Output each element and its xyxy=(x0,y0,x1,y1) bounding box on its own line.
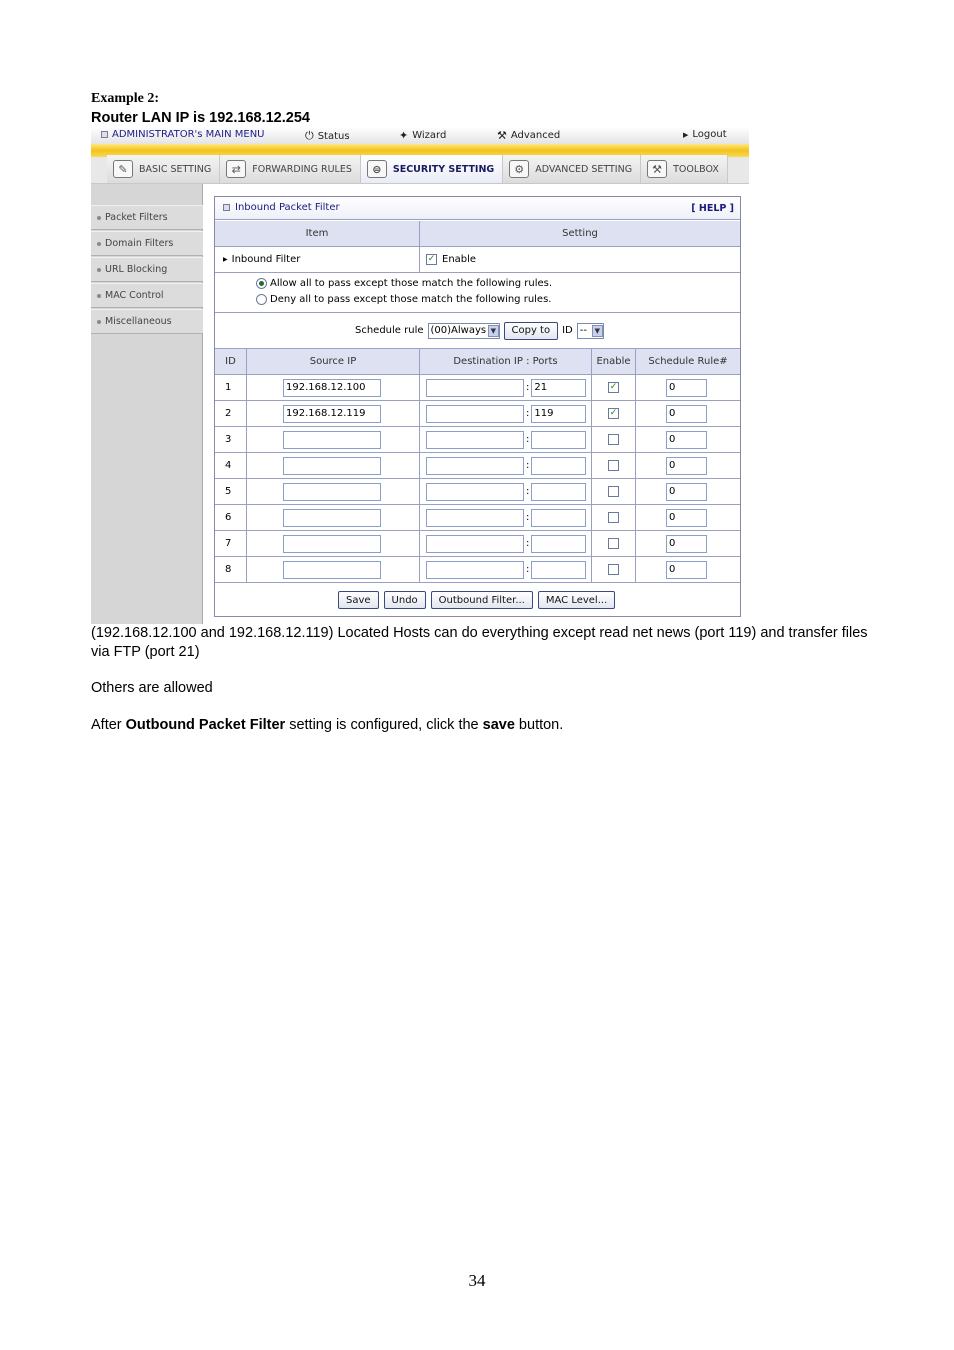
rule-id: 3 xyxy=(225,434,232,445)
main-tabs xyxy=(107,155,728,183)
main-menu-label: ADMINISTRATOR's MAIN MENU xyxy=(112,129,265,140)
chevron-down-icon: ▼ xyxy=(592,325,603,337)
source-ip-input[interactable]: 192.168.12.119 xyxy=(283,405,381,423)
tab-label: BASIC SETTING xyxy=(139,163,212,175)
tab-label: SECURITY SETTING xyxy=(392,163,495,175)
copy-to-button[interactable]: Copy to xyxy=(504,322,559,340)
lock-icon: ⊜ xyxy=(367,160,387,178)
bullet-icon xyxy=(97,242,101,246)
instruction-text-3: button. xyxy=(514,717,564,733)
status-link[interactable] xyxy=(305,129,350,143)
menu-square-icon xyxy=(101,131,108,138)
destination-ip-input[interactable] xyxy=(426,535,524,553)
table-row xyxy=(215,427,740,453)
schedule-rule-input[interactable]: 0 xyxy=(666,431,707,449)
table-row xyxy=(215,557,740,583)
source-ip-input[interactable] xyxy=(283,535,381,553)
port-input[interactable] xyxy=(531,483,586,501)
sidebar xyxy=(91,184,203,624)
schedule-rule-input[interactable]: 0 xyxy=(666,561,707,579)
tab-label: ADVANCED SETTING xyxy=(535,163,633,175)
port-input[interactable] xyxy=(531,561,586,579)
item-setting-header xyxy=(215,221,740,247)
destination-ip-input[interactable] xyxy=(426,561,524,579)
bullet-icon xyxy=(97,294,101,298)
tab-advanced-setting[interactable] xyxy=(503,155,641,183)
port-input[interactable] xyxy=(531,535,586,553)
sidebar-item-miscellaneous[interactable] xyxy=(91,309,203,334)
schedule-select[interactable] xyxy=(428,323,500,339)
source-ip-input[interactable] xyxy=(283,561,381,579)
status-icon: ⏻ xyxy=(305,129,314,142)
instruction-text-2: setting is configured, click the xyxy=(285,717,483,733)
tab-toolbox[interactable] xyxy=(641,155,728,183)
schedule-row xyxy=(215,313,740,349)
wizard-label: Wizard xyxy=(412,130,447,141)
tab-basic-setting[interactable] xyxy=(107,155,220,183)
port-colon: : xyxy=(526,564,530,575)
table-row xyxy=(215,453,740,479)
port-colon: : xyxy=(526,512,530,523)
tab-label: FORWARDING RULES xyxy=(252,163,352,175)
col-item: Item xyxy=(305,228,329,239)
action-buttons xyxy=(338,583,615,617)
rule-id: 4 xyxy=(225,460,232,471)
deny-radio[interactable] xyxy=(256,294,267,305)
square-icon xyxy=(223,204,230,211)
schedule-rule-input[interactable]: 0 xyxy=(666,509,707,527)
instruction-text-1: After xyxy=(91,717,126,733)
table-row xyxy=(215,505,740,531)
help-link[interactable]: [ HELP ] xyxy=(691,203,734,214)
forward-icon: ⇄ xyxy=(226,160,246,178)
inbound-enable-checkbox[interactable]: ✓ xyxy=(427,254,436,264)
policy-row xyxy=(215,273,740,313)
schedule-label: Schedule rule xyxy=(355,325,424,336)
rules-table-header xyxy=(215,349,740,375)
source-ip-input[interactable] xyxy=(283,509,381,527)
col-destination: Destination IP : Ports xyxy=(453,356,558,367)
advanced-link[interactable] xyxy=(497,129,560,142)
tab-forwarding-rules[interactable] xyxy=(220,155,361,183)
sidebar-item-label: URL Blocking xyxy=(105,264,168,275)
rule-enable-checkbox[interactable] xyxy=(608,434,619,445)
sidebar-item-url-blocking[interactable] xyxy=(91,257,203,282)
enable-checkbox-group xyxy=(426,247,476,272)
rule-id: 2 xyxy=(225,408,232,419)
schedule-rule-input[interactable]: 0 xyxy=(666,535,707,553)
page-number: 34 xyxy=(468,1271,486,1290)
rule-id: 1 xyxy=(225,382,232,393)
panel-title xyxy=(223,202,340,213)
sidebar-item-packet-filters[interactable] xyxy=(91,205,203,230)
port-input[interactable] xyxy=(531,509,586,527)
schedule-rule-input[interactable]: 0 xyxy=(666,457,707,475)
port-colon: : xyxy=(526,408,530,419)
bullet-icon xyxy=(97,268,101,272)
rule-enable-checkbox[interactable] xyxy=(608,564,619,575)
router-ui-screenshot xyxy=(91,127,749,624)
destination-ip-input[interactable] xyxy=(426,431,524,449)
main-menu-link[interactable] xyxy=(101,129,265,140)
col-setting: Setting xyxy=(562,228,598,239)
instruction-bold-2: save xyxy=(482,717,515,733)
table-row xyxy=(215,479,740,505)
destination-ip-input[interactable] xyxy=(426,509,524,527)
panel-header xyxy=(215,197,740,220)
col-enable: Enable xyxy=(596,356,631,367)
advanced-icon: ⚒ xyxy=(497,129,507,142)
save-button[interactable]: Save xyxy=(338,591,379,609)
panel-title-text: Inbound Packet Filter xyxy=(235,202,340,213)
sidebar-item-domain-filters[interactable] xyxy=(91,231,203,256)
tab-label: TOOLBOX xyxy=(673,163,719,175)
id-value: -- xyxy=(579,325,587,336)
outbound-filter-button[interactable]: Outbound Filter... xyxy=(431,591,533,609)
undo-button[interactable]: Undo xyxy=(384,591,426,609)
deny-text: Deny all to pass except those match the following rules. xyxy=(270,294,552,305)
notepad-icon: ✎ xyxy=(113,160,133,178)
id-select[interactable] xyxy=(577,323,604,339)
top-menu-bar xyxy=(91,127,749,144)
inbound-filter-panel xyxy=(214,196,741,617)
destination-ip-input[interactable] xyxy=(426,379,524,397)
inbound-filter-label xyxy=(223,247,300,272)
rule-id: 5 xyxy=(225,486,232,497)
rule-enable-checkbox[interactable]: ✓ xyxy=(609,382,618,392)
rule-id: 8 xyxy=(225,564,232,575)
id-label: ID xyxy=(562,325,573,336)
port-colon: : xyxy=(526,486,530,497)
chevron-down-icon: ▼ xyxy=(488,325,498,337)
arrow-right-icon: ▶ xyxy=(223,256,228,263)
inbound-filter-text: Inbound Filter xyxy=(231,254,301,265)
sidebar-item-label: Domain Filters xyxy=(105,238,174,249)
destination-ip-input[interactable] xyxy=(426,405,524,423)
table-row xyxy=(215,401,740,427)
rule-enable-checkbox[interactable] xyxy=(608,460,619,471)
status-label: Status xyxy=(317,130,350,142)
toolbox-icon: ⚒ xyxy=(647,160,667,178)
sidebar-item-mac-control[interactable] xyxy=(91,283,203,308)
allow-option[interactable] xyxy=(256,278,552,289)
port-input[interactable]: 21 xyxy=(531,379,586,397)
allow-text: Allow all to pass except those match the following rules. xyxy=(270,278,553,289)
schedule-value: (00)Always xyxy=(430,325,487,336)
col-schedule: Schedule Rule# xyxy=(648,356,728,367)
bullet-icon xyxy=(97,216,101,220)
paragraph-others: Others are allowed xyxy=(91,680,213,696)
rule-id: 6 xyxy=(225,512,232,523)
source-ip-input[interactable] xyxy=(283,483,381,501)
col-source-ip: Source IP xyxy=(309,356,357,367)
destination-ip-input[interactable] xyxy=(426,457,524,475)
destination-ip-input[interactable] xyxy=(426,483,524,501)
rule-enable-checkbox[interactable] xyxy=(608,512,619,523)
source-ip-input[interactable] xyxy=(283,457,381,475)
rule-enable-checkbox[interactable] xyxy=(608,486,619,497)
doc-heading: Example 2: xyxy=(91,91,160,106)
enable-label: Enable xyxy=(442,254,477,265)
sidebar-item-label: Miscellaneous xyxy=(105,316,172,327)
wizard-icon: ✦ xyxy=(399,129,409,142)
port-input[interactable]: 119 xyxy=(531,405,586,423)
paragraph-hosts: (192.168.12.100 and 192.168.12.119) Located Hosts can do everything except read net news (port 119) and transfer files via FTP (port 21) xyxy=(91,625,868,660)
schedule-rule-input[interactable]: 0 xyxy=(666,483,707,501)
mac-level-button[interactable]: MAC Level... xyxy=(538,591,615,609)
advanced-label: Advanced xyxy=(510,130,561,141)
schedule-controls xyxy=(355,313,604,348)
rule-id: 7 xyxy=(225,538,232,549)
gear-icon: ⚙ xyxy=(509,160,529,178)
rule-enable-checkbox[interactable]: ✓ xyxy=(609,408,618,418)
logout-label: Logout xyxy=(692,129,727,140)
port-colon: : xyxy=(526,538,530,549)
port-colon: : xyxy=(526,434,530,445)
port-colon: : xyxy=(526,382,530,393)
schedule-rule-input[interactable]: 0 xyxy=(666,379,707,397)
sidebar-item-label: MAC Control xyxy=(105,290,164,301)
table-row xyxy=(215,375,740,401)
port-input[interactable] xyxy=(531,457,586,475)
paragraph-instruction xyxy=(91,716,871,735)
logout-link[interactable] xyxy=(683,129,727,140)
tab-security-setting[interactable] xyxy=(361,155,503,183)
doc-subheading: Router LAN IP is 192.168.12.254 xyxy=(91,110,310,126)
bullet-icon xyxy=(97,320,101,324)
allow-radio[interactable] xyxy=(256,278,267,289)
instruction-bold-1: Outbound Packet Filter xyxy=(125,717,286,733)
port-input[interactable] xyxy=(531,431,586,449)
schedule-rule-input[interactable]: 0 xyxy=(666,405,707,423)
table-row xyxy=(215,531,740,557)
inbound-filter-row xyxy=(215,247,740,273)
wizard-link[interactable] xyxy=(399,129,446,142)
port-colon: : xyxy=(526,460,530,471)
source-ip-input[interactable] xyxy=(283,431,381,449)
arrow-right-icon: ▶ xyxy=(683,130,689,139)
action-buttons-row xyxy=(215,583,740,617)
deny-option[interactable] xyxy=(256,294,551,305)
col-id: ID xyxy=(225,356,236,367)
rule-enable-checkbox[interactable] xyxy=(608,538,619,549)
sidebar-item-label: Packet Filters xyxy=(105,212,168,223)
source-ip-input[interactable]: 192.168.12.100 xyxy=(283,379,381,397)
